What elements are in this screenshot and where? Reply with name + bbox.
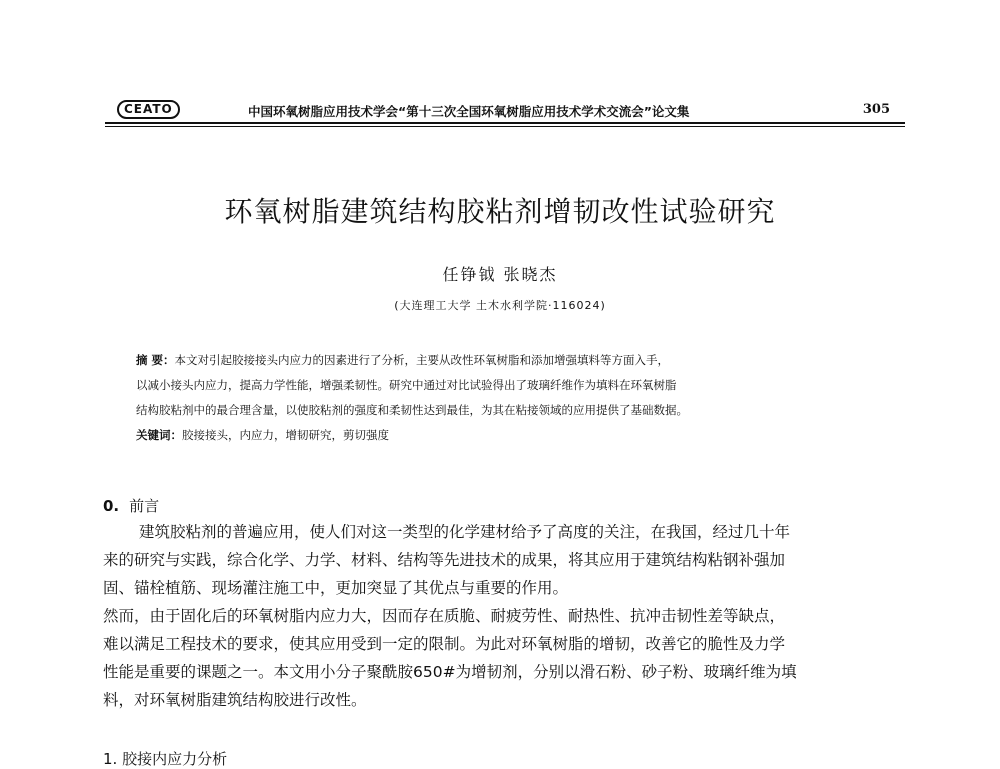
body-line: 固、锚栓植筋、现场灌注施工中，更加突显了其优点与重要的作用。	[103, 579, 569, 597]
abstract-label: 摘 要：	[136, 353, 175, 367]
paper-affiliation: (大连理工大学 土木水利学院·116024)	[394, 299, 606, 312]
body-line: 料，对环氧树脂建筑结构胶进行改性。	[103, 691, 367, 709]
running-header-title: 中国环氧树脂应用技术学会“第十三次全国环氧树脂应用技术学术交流会”论文集	[248, 104, 690, 119]
keywords-text: 胶接接头，内应力，增韧研究，剪切强度	[182, 428, 389, 442]
introduction-body	[103, 518, 908, 714]
body-line: 难以满足工程技术的要求，使其应用受到一定的限制。为此对环氧树脂的增韧，改善它的脆性及力学	[103, 635, 786, 653]
logo-text: CEATO	[117, 100, 180, 119]
body-line: 建筑胶粘剂的普遍应用，使人们对这一类型的化学建材给予了高度的关注，在我国，经过几十年	[139, 523, 791, 541]
running-header	[105, 100, 900, 124]
paper-title: 环氧树脂建筑结构胶粘剂增韧改性试验研究	[224, 195, 776, 228]
header-rule-thin	[105, 126, 905, 127]
abstract-line	[136, 348, 876, 373]
header-rule-thick	[105, 122, 905, 124]
keywords-label: 关键词：	[136, 428, 182, 442]
body-line: 性能是重要的课题之一。本文用小分子聚酰胺650#为增韧剂，分别以滑石粉、砂子粉、玻璃纤维为填	[103, 663, 797, 681]
section-heading-next: 1. 胶接内应力分析	[103, 750, 228, 768]
section-title: 前言	[129, 497, 160, 515]
section-number: 0.	[103, 497, 120, 515]
page-number: 305	[862, 102, 890, 117]
abstract-line: 结构胶粘剂中的最合理含量，以使胶粘剂的强度和柔韧性达到最佳，为其在粘接领域的应用提供了基础数据。	[136, 403, 688, 417]
section-heading-introduction	[103, 495, 159, 516]
abstract-text: 本文对引起胶接接头内应力的因素进行了分析，主要从改性环氧树脂和添加增强填料等方面入手，	[174, 353, 670, 367]
paper-authors: 任铮钺 张晓杰	[442, 265, 558, 284]
body-line: 然而，由于固化后的环氧树脂内应力大，因而存在质脆、耐疲劳性、耐热性、抗冲击韧性差等缺点，	[103, 607, 786, 625]
body-line: 来的研究与实践，综合化学、力学、材料、结构等先进技术的成果，将其应用于建筑结构粘钢补强加	[103, 551, 786, 569]
abstract-line: 以减小接头内应力，提高力学性能，增强柔韧性。研究中通过对比试验得出了玻璃纤维作为填料在环氧树脂	[136, 378, 677, 392]
keywords-line	[136, 423, 876, 448]
abstract-block	[136, 348, 876, 448]
conference-logo	[117, 100, 195, 120]
